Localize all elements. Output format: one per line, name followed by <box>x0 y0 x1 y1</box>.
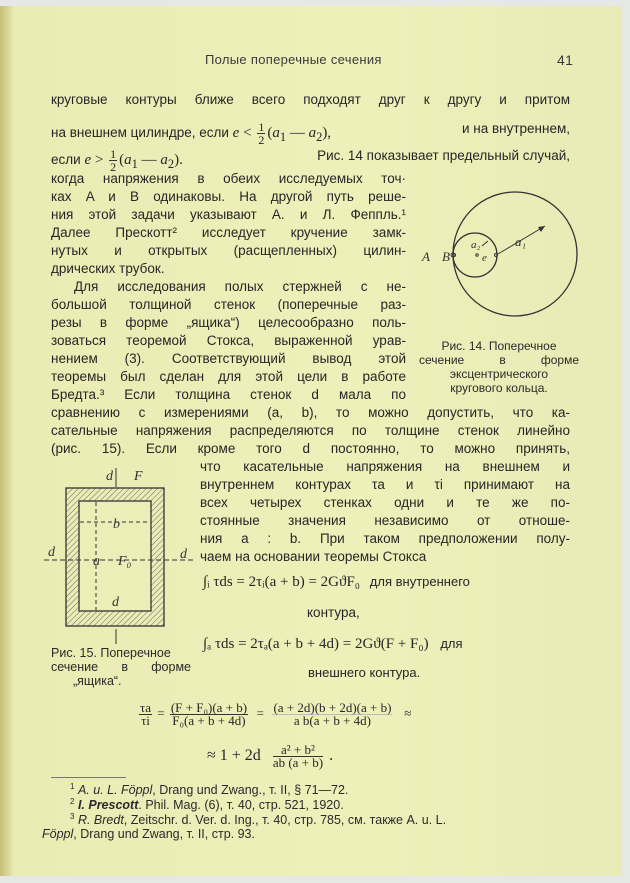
running-title: Полые поперечные сечения <box>205 52 382 67</box>
equation-approx: ≈ 1 + 2d $\frac{\text{a² + b²}}{ab (a + b)}$ . <box>207 742 334 770</box>
footnote-text: , Zeitschr. d. Ver. d. Ing., т. 40, стр. 785, см. также A. u. L. <box>123 813 447 828</box>
equation-label: для внутреннего <box>369 574 470 589</box>
svg-text:d: d <box>48 545 55 560</box>
text-line: нутых и открытых (расщепленных) цилин- <box>51 243 406 258</box>
equation: ∫ₐ τds = 2τₐ(a + b + 4d) = 2Gϑ(F + F₀) <box>203 636 429 652</box>
text-fragment: Рис. 14 показывает предельный случай, <box>317 148 570 163</box>
frac-den: a b(a + b + 4d) <box>272 714 392 727</box>
caption-line: Рис. 15. Поперечное <box>51 646 171 660</box>
equation-label: контура, <box>307 605 360 620</box>
caption-line: кругового кольца. <box>450 381 548 395</box>
equation: ∫ᵢ τds = 2τᵢ(a + b) = 2GϑF₀ <box>203 574 361 590</box>
svg-text:b: b <box>113 517 120 532</box>
svg-text:a₂: a₂ <box>471 239 481 251</box>
svg-text:d: d <box>180 547 187 562</box>
footnote-3 <box>70 812 446 827</box>
text-line: всех четырех стенках одни и те же по- <box>200 495 570 510</box>
footnote-divider <box>51 777 126 778</box>
caption-line: „ящика“. <box>73 674 122 688</box>
caption-line: сечение в форме <box>419 353 579 367</box>
text-line: когда напряжения в обеих исследуемых точ· <box>51 171 406 186</box>
frac-num: τa <box>140 700 151 715</box>
text-line: круговые контуры ближе всего подходят друг к другу и притом <box>51 92 570 107</box>
frac-num: (F + F₀)(a + b) <box>170 700 248 715</box>
text-line: (рис. 15). Если кроме того d постоянно, то можно принять, <box>51 441 570 456</box>
equation: ≈ 1 + 2d <box>207 747 261 765</box>
text-line: Далее Прескотт² исследует кручение замк- <box>51 225 406 240</box>
text-line: ния этой задачи указывают А. и Л. Феппль.¹ <box>51 207 406 222</box>
svg-text:d: d <box>106 469 113 484</box>
footnote-3-continued <box>42 827 255 841</box>
text-line: ния a : b. При таком предположении полу- <box>200 531 570 546</box>
equation-label: внешнего контура. <box>308 665 421 680</box>
text-line: большой толщиной стенок (поперечные раз- <box>51 297 406 312</box>
footnote-1 <box>70 782 348 797</box>
text-fragment: если <box>51 151 81 167</box>
caption-line: сечение в форме <box>51 660 191 674</box>
footnote-text: , Drang und Zwang., т. II, § 71—72. <box>152 783 349 798</box>
frac-den: τi <box>141 713 150 728</box>
equation-inner-contour <box>203 574 470 590</box>
footnote-author: Föppl <box>42 827 74 841</box>
frac-num: (a + 2d)(b + 2d)(a + b) <box>273 700 392 715</box>
fig15-box-section-diagram <box>44 466 194 646</box>
frac-den: ab (a + b) <box>272 755 324 770</box>
text-fragment: и на внутреннем, <box>461 121 570 136</box>
text-line: зоваться теоремой Стокса, выраженной урав- <box>51 333 406 348</box>
text-line: стоянные значения независимо от отноше- <box>200 513 570 528</box>
text-line: резы в форме „ящика“) целесообразно поль- <box>51 315 406 330</box>
equation-outer-contour <box>203 636 463 652</box>
footnote-author: R. Bredt <box>77 813 124 828</box>
footnote-author: A. u. L. Föppl <box>77 783 153 798</box>
svg-text:B: B <box>442 249 450 264</box>
footnote-mark: 3 <box>70 812 75 821</box>
text-line: сательные напряжения распределяются по толщине стенок линейно <box>51 423 570 438</box>
fig14-caption <box>419 339 579 395</box>
frac-den: F₀(a + b + 4d) <box>172 713 246 728</box>
text-line: Для исследования полых стержней с не- <box>74 279 406 294</box>
svg-text:F: F <box>134 469 143 484</box>
text-line: внутреннем контурах τa и τi принимают на <box>200 477 570 492</box>
text-line <box>51 148 570 173</box>
equation-label: для <box>440 636 463 651</box>
text-line: ках A и B одинаковы. На другой путь реше- <box>51 189 406 204</box>
page-spine-shadow <box>0 6 12 876</box>
text-line: нением (3). Соответствующий вывод этой <box>51 351 406 366</box>
footnote-author: I. Prescott <box>77 798 139 813</box>
svg-text:a: a <box>93 554 100 569</box>
footnote-text: . Phil. Mag. (6), т. 40, стр. 521, 1920. <box>138 798 344 813</box>
frac-num: a² + b² <box>273 744 323 757</box>
footnote-2 <box>70 797 344 812</box>
footnote-mark: 2 <box>70 797 75 806</box>
inline-math: e > $\frac{1}{2}$ ($a_1$ — $a_2$). <box>84 147 183 174</box>
page-number: 41 <box>557 52 574 68</box>
fig14-eccentric-ring-diagram <box>420 186 580 326</box>
text-fragment: на внешнем цилиндре, если <box>51 124 229 140</box>
text-line: чаем на основании теоремы Стокса <box>200 549 427 564</box>
text-line: что касательные напряжения на внешнем и <box>200 459 570 474</box>
svg-text:F₀: F₀ <box>118 554 132 569</box>
footnote-mark: 1 <box>70 782 75 791</box>
text-line <box>51 121 570 146</box>
footnote-text: , Drang und Zwang, т. II, стр. 93. <box>73 827 255 841</box>
svg-text:d: d <box>112 595 119 610</box>
text-line: Бредта.³ Если толщина стенок d мала по <box>51 387 406 402</box>
caption-line: эксцентрического <box>449 367 549 381</box>
book-page <box>0 6 622 876</box>
caption-line: Рис. 14. Поперечное <box>441 339 557 353</box>
text-line: сравнению с измерениями (a, b), то можно допустить, что ка- <box>51 405 570 420</box>
inline-math: e < $\frac{1}{2}$ ($a_1$ — $a_2$), <box>232 120 332 147</box>
svg-text:e: e <box>482 252 487 264</box>
svg-text:A: A <box>422 249 430 264</box>
fig15-caption <box>51 646 191 688</box>
text-line: теоремы был сделан для этой цели в работе <box>51 369 406 384</box>
text-line: дрических трубок. <box>51 261 165 276</box>
svg-text:a₁: a₁ <box>515 234 527 249</box>
equation-ratio: $\frac{\tau a}{\tau i}$ = $\frac{\text{(F + F₀)(a + b)}}{\text{F₀(a + b + 4d)}}$ = $\frac{(a + 2d)(b + 2d)(a + b)}{\text{a b(a + b + 4d)}}$ ≈ <box>140 700 412 728</box>
